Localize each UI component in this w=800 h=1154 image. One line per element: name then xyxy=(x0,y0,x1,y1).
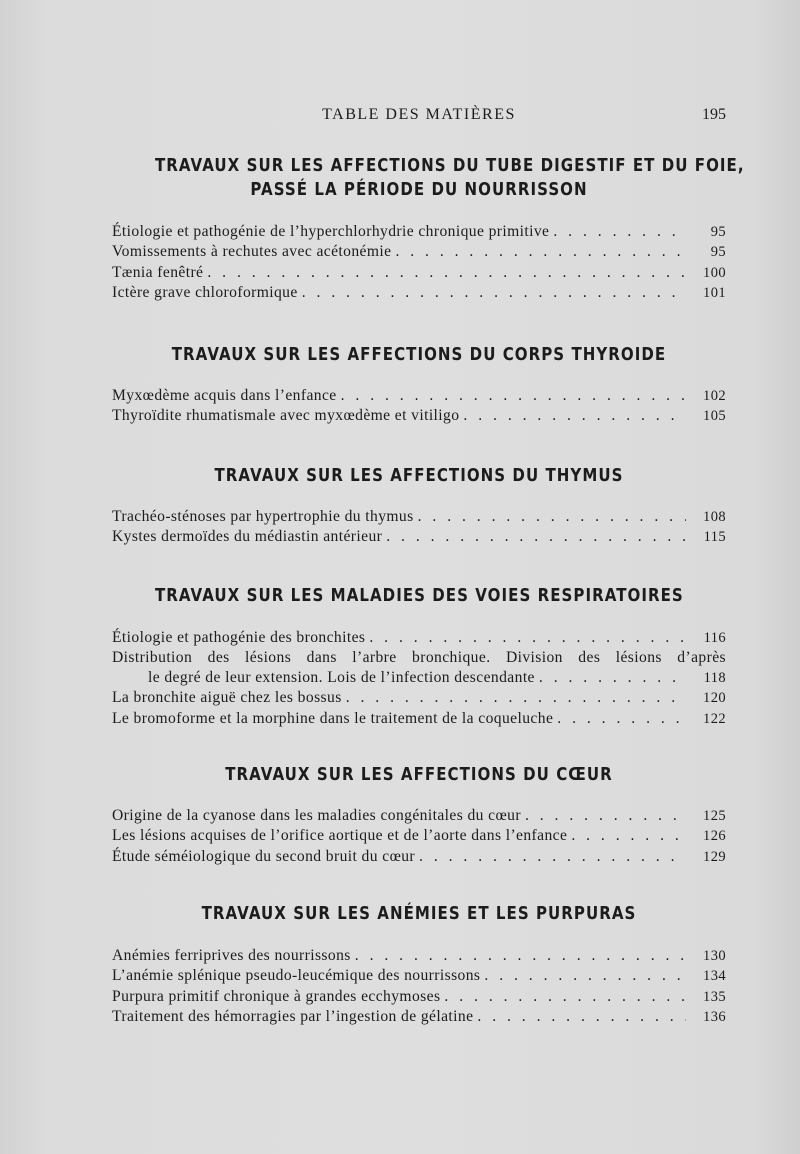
leader-dots xyxy=(346,688,686,707)
entry-page: 116 xyxy=(703,630,726,646)
section-digestive xyxy=(112,154,745,304)
toc-entry[interactable] xyxy=(112,628,726,648)
entry-title: Distribution des lésions dans l’arbre bronchique. Division des lésions d’après xyxy=(112,649,726,667)
section-respiratory xyxy=(112,584,726,729)
page-number: 195 xyxy=(702,106,726,123)
entry-title: Étiologie et pathogénie des bronchites xyxy=(112,629,366,646)
entry-page: 118 xyxy=(703,669,726,686)
entry-page: 120 xyxy=(703,690,726,707)
leader-dots xyxy=(553,222,686,241)
entry-title: Ictère grave chloroformique xyxy=(112,284,298,302)
entry-page: 108 xyxy=(703,509,726,525)
toc-entry[interactable] xyxy=(112,946,726,966)
toc-entry[interactable] xyxy=(112,826,726,846)
toc-entry[interactable] xyxy=(112,709,726,729)
entry-title: Vomissements à rechutes avec acétonémie xyxy=(112,243,392,261)
section-thyroid xyxy=(112,343,726,427)
leader-dots xyxy=(539,668,686,687)
entry-title: L’anémie splénique pseudo-leucémique des nourrissons xyxy=(112,967,481,985)
entry-page: 135 xyxy=(703,988,726,1005)
leader-dots xyxy=(525,806,686,825)
leader-dots xyxy=(557,709,686,728)
leader-dots xyxy=(477,1007,686,1026)
toc-entry[interactable] xyxy=(112,263,726,283)
entry-title: Origine de la cyanose dans les maladies congénitales du cœur xyxy=(112,807,521,824)
heading-line: TRAVAUX SUR LES ANÉMIES ET LES PURPURAS xyxy=(201,904,637,924)
section-heading xyxy=(155,763,683,787)
entry-title: Étude séméiologique du second bruit du cœur xyxy=(112,847,416,865)
leader-dots xyxy=(395,242,686,261)
entry-page: 102 xyxy=(703,388,726,404)
toc-entry[interactable] xyxy=(112,688,726,708)
entry-page: 136 xyxy=(703,1009,726,1026)
entry-page: 115 xyxy=(703,529,726,546)
entry-page: 95 xyxy=(710,224,726,240)
toc-entry[interactable] xyxy=(112,966,726,986)
entry-page: 101 xyxy=(703,285,726,302)
entry-title: Kystes dermoïdes du médiastin antérieur xyxy=(112,528,383,546)
entry-page: 125 xyxy=(703,808,726,824)
entry-title: Thyroïdite rhumatismale avec myxœdème et vitiligo xyxy=(112,407,460,425)
entry-title: Myxœdème acquis dans l’enfance xyxy=(112,387,337,404)
leader-dots xyxy=(444,987,686,1006)
toc-entry[interactable] xyxy=(112,222,726,242)
toc-entry[interactable] xyxy=(112,386,726,406)
entry-page: 134 xyxy=(703,968,726,985)
running-title: TABLE DES MATIÈRES xyxy=(322,106,516,123)
toc-entry[interactable] xyxy=(112,1007,726,1027)
section-heading xyxy=(155,902,683,926)
entry-title: La bronchite aiguë chez les bossus xyxy=(112,689,342,707)
toc-entry[interactable] xyxy=(112,806,726,826)
entry-title: Les lésions acquises de l’orifice aortique et de l’aorte dans l’enfance xyxy=(112,827,568,845)
entry-title: Purpura primitif chronique à grandes ecchymoses xyxy=(112,987,441,1005)
toc-entry[interactable] xyxy=(112,242,726,262)
entry-title: Étiologie et pathogénie de l’hyperchlorhydrie chronique primitive xyxy=(112,223,550,240)
entry-page: 105 xyxy=(703,408,726,425)
leader-dots xyxy=(571,826,686,845)
entry-title: Trachéo-sténoses par hypertrophie du thymus xyxy=(112,508,414,525)
leader-dots xyxy=(369,628,686,647)
leader-dots xyxy=(484,966,686,985)
toc-entry[interactable] xyxy=(112,847,726,867)
running-head xyxy=(112,104,726,128)
leader-dots xyxy=(418,507,686,526)
leader-dots xyxy=(207,263,686,282)
leader-dots xyxy=(386,527,686,546)
entry-page: 95 xyxy=(710,244,726,261)
toc-entry[interactable] xyxy=(112,283,726,303)
section-heart xyxy=(112,763,726,867)
entry-page: 122 xyxy=(703,710,726,727)
leader-dots xyxy=(355,946,686,965)
heading-line: TRAVAUX SUR LES MALADIES DES VOIES RESPIRATOIRES xyxy=(154,586,684,606)
toc-entry[interactable] xyxy=(112,527,726,547)
leader-dots xyxy=(419,847,686,866)
toc-entry[interactable] xyxy=(112,507,726,527)
section-anemia xyxy=(112,902,726,1028)
leader-dots xyxy=(341,386,686,405)
toc-entry[interactable] xyxy=(112,648,726,688)
leader-dots xyxy=(302,283,686,302)
heading-line: TRAVAUX SUR LES AFFECTIONS DU TUBE DIGESTIF ET DU FOIE, xyxy=(154,156,745,176)
toc-entry[interactable] xyxy=(112,406,726,426)
entry-page: 100 xyxy=(703,264,726,281)
entry-title: Le bromoforme et la morphine dans le traitement de la coqueluche xyxy=(112,709,554,727)
entry-page: 130 xyxy=(703,948,726,964)
heading-line: PASSÉ LA PÉRIODE DU NOURRISSON xyxy=(250,180,588,200)
toc-entry[interactable] xyxy=(112,987,726,1007)
entry-page: 126 xyxy=(703,828,726,845)
section-thymus xyxy=(112,464,726,548)
section-heading xyxy=(155,584,683,608)
heading-line: TRAVAUX SUR LES AFFECTIONS DU CŒUR xyxy=(225,765,613,785)
section-heading xyxy=(154,154,745,202)
entry-title-continuation: le degré de leur extension. Lois de l’infection descendante xyxy=(148,668,535,686)
heading-line: TRAVAUX SUR LES AFFECTIONS DU THYMUS xyxy=(214,466,624,486)
section-heading xyxy=(155,343,683,367)
leader-dots xyxy=(463,406,686,425)
entry-page: 129 xyxy=(703,848,726,865)
section-heading xyxy=(155,464,683,488)
entry-title: Anémies ferriprives des nourrissons xyxy=(112,947,351,964)
entry-title: Tænia fenêtré xyxy=(112,263,204,281)
entry-title: Traitement des hémorragies par l’ingestion de gélatine xyxy=(112,1008,474,1026)
heading-line: TRAVAUX SUR LES AFFECTIONS DU CORPS THYROIDE xyxy=(171,345,667,365)
